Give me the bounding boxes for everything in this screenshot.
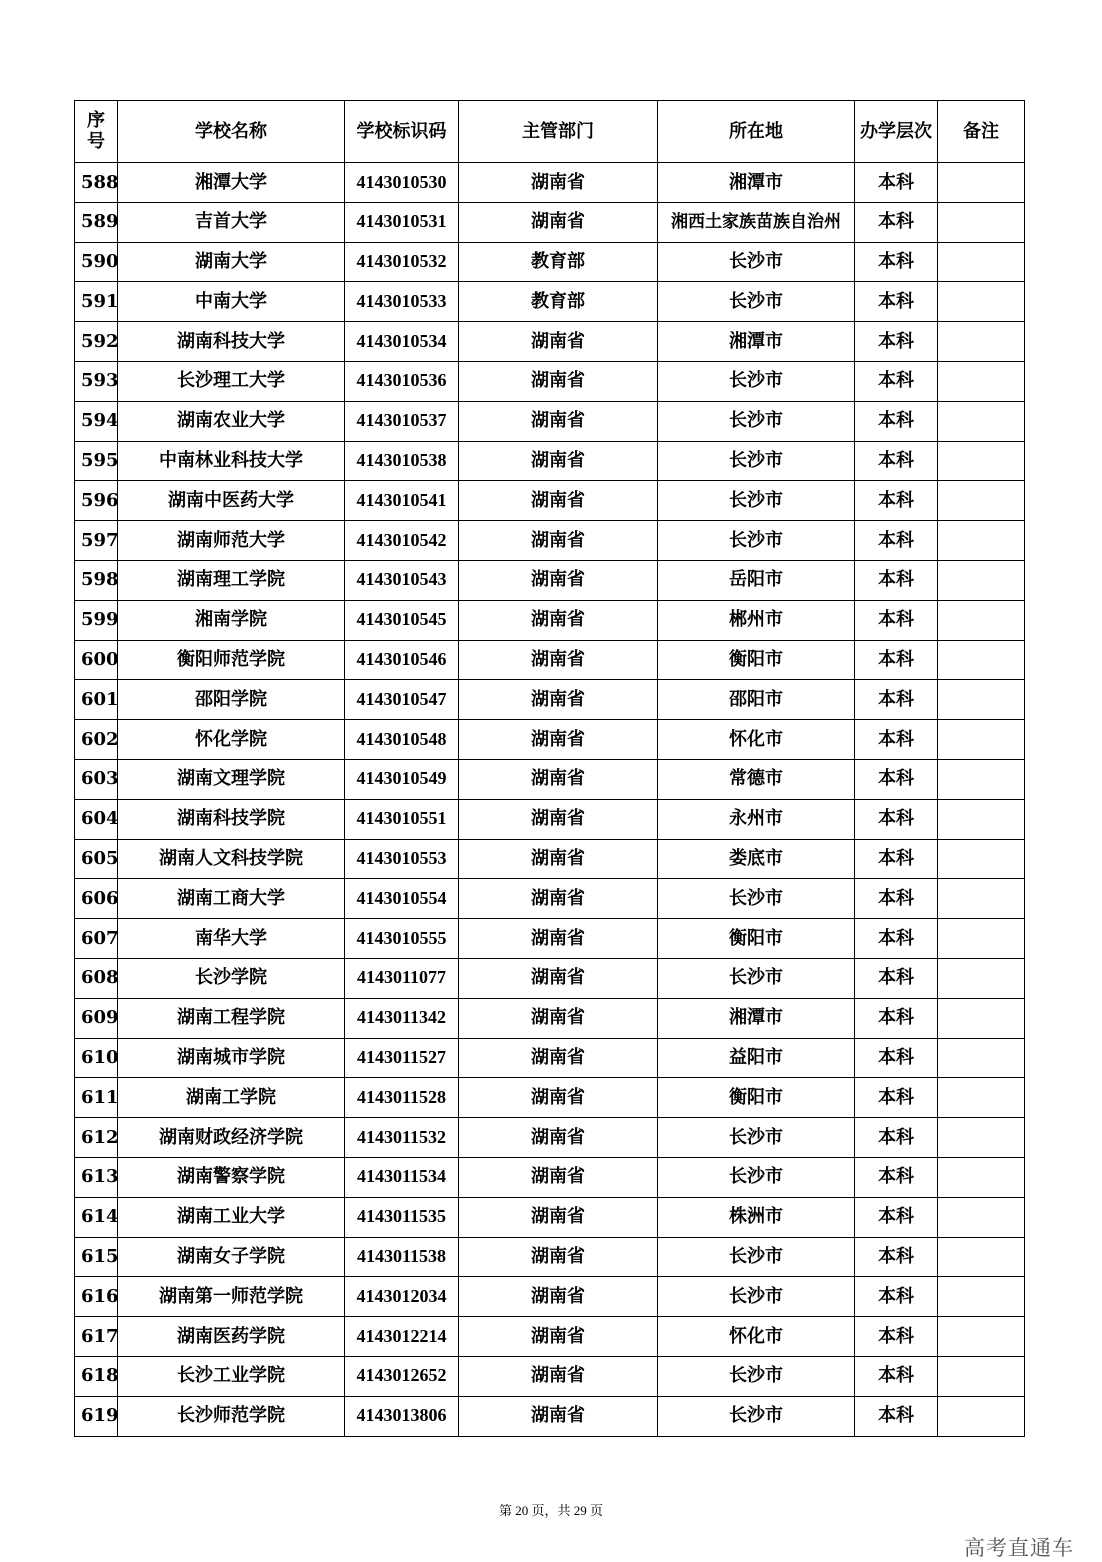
table-row xyxy=(75,1038,1025,1078)
table-row xyxy=(75,1157,1025,1197)
header-dept: 主管部门 xyxy=(459,101,658,163)
cell-level: 本科 xyxy=(855,1157,938,1197)
cell-name: 湖南女子学院 xyxy=(118,1237,345,1277)
cell-name: 湖南工学院 xyxy=(118,1078,345,1118)
cell-location: 长沙市 xyxy=(658,521,855,561)
header-name: 学校名称 xyxy=(118,101,345,163)
cell-location: 长沙市 xyxy=(658,481,855,521)
cell-remark xyxy=(938,242,1025,282)
cell-name: 湖南大学 xyxy=(118,242,345,282)
cell-dept: 湖南省 xyxy=(459,600,658,640)
cell-dept: 湖南省 xyxy=(459,998,658,1038)
header-code: 学校标识码 xyxy=(345,101,459,163)
table-row xyxy=(75,759,1025,799)
cell-no: 589 xyxy=(75,202,118,242)
cell-location: 长沙市 xyxy=(658,401,855,441)
cell-level: 本科 xyxy=(855,1078,938,1118)
cell-location: 永州市 xyxy=(658,799,855,839)
table-row xyxy=(75,1237,1025,1277)
cell-dept: 湖南省 xyxy=(459,799,658,839)
cell-code: 4143010542 xyxy=(345,521,459,561)
cell-remark xyxy=(938,202,1025,242)
cell-code: 4143010534 xyxy=(345,322,459,362)
cell-no: 588 xyxy=(75,163,118,203)
cell-name: 湘潭大学 xyxy=(118,163,345,203)
cell-name: 湖南文理学院 xyxy=(118,759,345,799)
cell-no: 613 xyxy=(75,1157,118,1197)
cell-location: 长沙市 xyxy=(658,1157,855,1197)
cell-location: 长沙市 xyxy=(658,441,855,481)
cell-remark xyxy=(938,600,1025,640)
cell-level: 本科 xyxy=(855,720,938,760)
cell-code: 4143011535 xyxy=(345,1197,459,1237)
cell-dept: 湖南省 xyxy=(459,759,658,799)
table-row xyxy=(75,600,1025,640)
cell-name: 吉首大学 xyxy=(118,202,345,242)
cell-name: 湖南理工学院 xyxy=(118,560,345,600)
cell-name: 怀化学院 xyxy=(118,720,345,760)
cell-location: 怀化市 xyxy=(658,1317,855,1357)
cell-code: 4143011538 xyxy=(345,1237,459,1277)
table-row xyxy=(75,879,1025,919)
cell-location: 长沙市 xyxy=(658,1356,855,1396)
cell-location: 长沙市 xyxy=(658,958,855,998)
cell-code: 4143011528 xyxy=(345,1078,459,1118)
cell-no: 606 xyxy=(75,879,118,919)
cell-no: 615 xyxy=(75,1237,118,1277)
cell-name: 湖南农业大学 xyxy=(118,401,345,441)
cell-dept: 湖南省 xyxy=(459,879,658,919)
cell-location: 长沙市 xyxy=(658,242,855,282)
cell-no: 592 xyxy=(75,322,118,362)
cell-location: 衡阳市 xyxy=(658,1078,855,1118)
cell-code: 4143012652 xyxy=(345,1356,459,1396)
cell-no: 614 xyxy=(75,1197,118,1237)
table-row xyxy=(75,481,1025,521)
cell-name: 湖南医药学院 xyxy=(118,1317,345,1357)
cell-dept: 教育部 xyxy=(459,282,658,322)
cell-location: 湘潭市 xyxy=(658,998,855,1038)
table-row xyxy=(75,1078,1025,1118)
cell-no: 603 xyxy=(75,759,118,799)
cell-dept: 湖南省 xyxy=(459,1197,658,1237)
cell-remark xyxy=(938,640,1025,680)
cell-level: 本科 xyxy=(855,680,938,720)
cell-location: 衡阳市 xyxy=(658,640,855,680)
cell-name: 长沙学院 xyxy=(118,958,345,998)
cell-location: 益阳市 xyxy=(658,1038,855,1078)
table-row xyxy=(75,958,1025,998)
cell-name: 衡阳师范学院 xyxy=(118,640,345,680)
cell-no: 593 xyxy=(75,361,118,401)
cell-no: 611 xyxy=(75,1078,118,1118)
cell-code: 4143013806 xyxy=(345,1396,459,1436)
cell-dept: 湖南省 xyxy=(459,322,658,362)
cell-location: 长沙市 xyxy=(658,1237,855,1277)
cell-name: 湘南学院 xyxy=(118,600,345,640)
cell-location: 湘潭市 xyxy=(658,322,855,362)
cell-level: 本科 xyxy=(855,361,938,401)
cell-level: 本科 xyxy=(855,560,938,600)
table-header xyxy=(75,101,1025,163)
cell-level: 本科 xyxy=(855,1396,938,1436)
cell-location: 常德市 xyxy=(658,759,855,799)
cell-code: 4143010532 xyxy=(345,242,459,282)
cell-dept: 湖南省 xyxy=(459,202,658,242)
table-row xyxy=(75,242,1025,282)
cell-location: 长沙市 xyxy=(658,1277,855,1317)
cell-no: 605 xyxy=(75,839,118,879)
cell-level: 本科 xyxy=(855,799,938,839)
cell-location: 衡阳市 xyxy=(658,919,855,959)
cell-no: 608 xyxy=(75,958,118,998)
cell-location: 娄底市 xyxy=(658,839,855,879)
cell-location: 长沙市 xyxy=(658,1396,855,1436)
cell-remark xyxy=(938,481,1025,521)
cell-level: 本科 xyxy=(855,958,938,998)
cell-remark xyxy=(938,759,1025,799)
cell-dept: 教育部 xyxy=(459,242,658,282)
cell-no: 601 xyxy=(75,680,118,720)
cell-level: 本科 xyxy=(855,879,938,919)
cell-location: 湘潭市 xyxy=(658,163,855,203)
cell-dept: 湖南省 xyxy=(459,1356,658,1396)
cell-dept: 湖南省 xyxy=(459,401,658,441)
cell-no: 619 xyxy=(75,1396,118,1436)
cell-level: 本科 xyxy=(855,322,938,362)
cell-location: 岳阳市 xyxy=(658,560,855,600)
cell-name: 长沙工业学院 xyxy=(118,1356,345,1396)
cell-dept: 湖南省 xyxy=(459,839,658,879)
cell-code: 4143010549 xyxy=(345,759,459,799)
cell-code: 4143010536 xyxy=(345,361,459,401)
cell-remark xyxy=(938,322,1025,362)
cell-no: 594 xyxy=(75,401,118,441)
cell-remark xyxy=(938,163,1025,203)
cell-dept: 湖南省 xyxy=(459,1157,658,1197)
cell-dept: 湖南省 xyxy=(459,1118,658,1158)
cell-name: 湖南科技学院 xyxy=(118,799,345,839)
cell-location: 长沙市 xyxy=(658,282,855,322)
cell-no: 609 xyxy=(75,998,118,1038)
cell-name: 长沙理工大学 xyxy=(118,361,345,401)
cell-no: 616 xyxy=(75,1277,118,1317)
cell-remark xyxy=(938,401,1025,441)
cell-code: 4143011534 xyxy=(345,1157,459,1197)
cell-dept: 湖南省 xyxy=(459,163,658,203)
cell-no: 610 xyxy=(75,1038,118,1078)
cell-name: 长沙师范学院 xyxy=(118,1396,345,1436)
header-level: 办学层次 xyxy=(855,101,938,163)
cell-remark xyxy=(938,839,1025,879)
cell-level: 本科 xyxy=(855,600,938,640)
cell-name: 中南大学 xyxy=(118,282,345,322)
table-row xyxy=(75,282,1025,322)
cell-no: 595 xyxy=(75,441,118,481)
table-row xyxy=(75,401,1025,441)
cell-code: 4143011527 xyxy=(345,1038,459,1078)
table-row xyxy=(75,1396,1025,1436)
cell-remark xyxy=(938,1078,1025,1118)
cell-location: 长沙市 xyxy=(658,1118,855,1158)
cell-no: 596 xyxy=(75,481,118,521)
cell-code: 4143010553 xyxy=(345,839,459,879)
cell-code: 4143010541 xyxy=(345,481,459,521)
header-no: 序 号 xyxy=(75,101,118,163)
cell-name: 邵阳学院 xyxy=(118,680,345,720)
cell-code: 4143010543 xyxy=(345,560,459,600)
cell-remark xyxy=(938,958,1025,998)
cell-dept: 湖南省 xyxy=(459,1237,658,1277)
cell-level: 本科 xyxy=(855,1317,938,1357)
cell-dept: 湖南省 xyxy=(459,720,658,760)
cell-code: 4143010555 xyxy=(345,919,459,959)
cell-dept: 湖南省 xyxy=(459,560,658,600)
table-row xyxy=(75,919,1025,959)
cell-remark xyxy=(938,879,1025,919)
table-row xyxy=(75,1118,1025,1158)
cell-remark xyxy=(938,998,1025,1038)
cell-code: 4143010554 xyxy=(345,879,459,919)
cell-level: 本科 xyxy=(855,163,938,203)
table-row xyxy=(75,1197,1025,1237)
header-row xyxy=(75,101,1025,163)
cell-code: 4143011342 xyxy=(345,998,459,1038)
cell-remark xyxy=(938,560,1025,600)
cell-remark xyxy=(938,919,1025,959)
cell-location: 株洲市 xyxy=(658,1197,855,1237)
cell-code: 4143010548 xyxy=(345,720,459,760)
cell-level: 本科 xyxy=(855,759,938,799)
cell-dept: 湖南省 xyxy=(459,481,658,521)
cell-name: 湖南工商大学 xyxy=(118,879,345,919)
school-list-table xyxy=(74,100,1025,1437)
cell-level: 本科 xyxy=(855,441,938,481)
cell-remark xyxy=(938,799,1025,839)
cell-remark xyxy=(938,282,1025,322)
cell-dept: 湖南省 xyxy=(459,1038,658,1078)
table-row xyxy=(75,441,1025,481)
cell-name: 湖南警察学院 xyxy=(118,1157,345,1197)
cell-name: 湖南财政经济学院 xyxy=(118,1118,345,1158)
cell-code: 4143012214 xyxy=(345,1317,459,1357)
cell-level: 本科 xyxy=(855,1038,938,1078)
table-row xyxy=(75,361,1025,401)
cell-code: 4143011077 xyxy=(345,958,459,998)
cell-remark xyxy=(938,1157,1025,1197)
header-location: 所在地 xyxy=(658,101,855,163)
cell-remark xyxy=(938,1237,1025,1277)
cell-name: 南华大学 xyxy=(118,919,345,959)
table-row xyxy=(75,720,1025,760)
cell-level: 本科 xyxy=(855,839,938,879)
cell-level: 本科 xyxy=(855,1237,938,1277)
cell-dept: 湖南省 xyxy=(459,361,658,401)
cell-location: 怀化市 xyxy=(658,720,855,760)
table-row xyxy=(75,163,1025,203)
cell-name: 湖南工业大学 xyxy=(118,1197,345,1237)
cell-code: 4143011532 xyxy=(345,1118,459,1158)
cell-remark xyxy=(938,361,1025,401)
cell-no: 600 xyxy=(75,640,118,680)
cell-level: 本科 xyxy=(855,282,938,322)
cell-remark xyxy=(938,1277,1025,1317)
cell-no: 597 xyxy=(75,521,118,561)
cell-code: 4143012034 xyxy=(345,1277,459,1317)
watermark: 高考直通车 xyxy=(964,1536,1074,1560)
table-row xyxy=(75,1317,1025,1357)
cell-level: 本科 xyxy=(855,202,938,242)
cell-level: 本科 xyxy=(855,242,938,282)
cell-code: 4143010538 xyxy=(345,441,459,481)
cell-name: 湖南中医药大学 xyxy=(118,481,345,521)
table-row xyxy=(75,521,1025,561)
cell-level: 本科 xyxy=(855,401,938,441)
cell-name: 湖南工程学院 xyxy=(118,998,345,1038)
cell-dept: 湖南省 xyxy=(459,1317,658,1357)
cell-no: 598 xyxy=(75,560,118,600)
cell-name: 湖南人文科技学院 xyxy=(118,839,345,879)
cell-dept: 湖南省 xyxy=(459,1277,658,1317)
cell-no: 602 xyxy=(75,720,118,760)
table-row xyxy=(75,1356,1025,1396)
cell-no: 612 xyxy=(75,1118,118,1158)
cell-remark xyxy=(938,1356,1025,1396)
cell-remark xyxy=(938,1197,1025,1237)
cell-remark xyxy=(938,521,1025,561)
header-remark: 备注 xyxy=(938,101,1025,163)
cell-no: 618 xyxy=(75,1356,118,1396)
cell-name: 湖南师范大学 xyxy=(118,521,345,561)
page-footer: 第 20 页，共 29 页 xyxy=(498,1503,603,1518)
cell-remark xyxy=(938,441,1025,481)
table-body xyxy=(75,163,1025,1437)
cell-no: 607 xyxy=(75,919,118,959)
cell-level: 本科 xyxy=(855,521,938,561)
cell-remark xyxy=(938,1118,1025,1158)
table-row xyxy=(75,560,1025,600)
cell-name: 中南林业科技大学 xyxy=(118,441,345,481)
cell-code: 4143010551 xyxy=(345,799,459,839)
cell-no: 617 xyxy=(75,1317,118,1357)
cell-level: 本科 xyxy=(855,1197,938,1237)
cell-remark xyxy=(938,1317,1025,1357)
cell-code: 4143010531 xyxy=(345,202,459,242)
cell-location: 湘西土家族苗族自治州 xyxy=(658,202,855,242)
cell-level: 本科 xyxy=(855,640,938,680)
cell-remark xyxy=(938,1396,1025,1436)
cell-location: 长沙市 xyxy=(658,361,855,401)
cell-dept: 湖南省 xyxy=(459,1078,658,1118)
cell-dept: 湖南省 xyxy=(459,521,658,561)
cell-location: 邵阳市 xyxy=(658,680,855,720)
cell-dept: 湖南省 xyxy=(459,1396,658,1436)
table-row xyxy=(75,1277,1025,1317)
cell-location: 郴州市 xyxy=(658,600,855,640)
cell-level: 本科 xyxy=(855,1118,938,1158)
cell-location: 长沙市 xyxy=(658,879,855,919)
cell-dept: 湖南省 xyxy=(459,680,658,720)
cell-no: 591 xyxy=(75,282,118,322)
cell-name: 湖南科技大学 xyxy=(118,322,345,362)
cell-code: 4143010547 xyxy=(345,680,459,720)
cell-code: 4143010530 xyxy=(345,163,459,203)
cell-code: 4143010533 xyxy=(345,282,459,322)
cell-code: 4143010537 xyxy=(345,401,459,441)
cell-remark xyxy=(938,720,1025,760)
table-row xyxy=(75,839,1025,879)
table-row xyxy=(75,998,1025,1038)
cell-code: 4143010545 xyxy=(345,600,459,640)
cell-dept: 湖南省 xyxy=(459,640,658,680)
cell-level: 本科 xyxy=(855,1356,938,1396)
cell-dept: 湖南省 xyxy=(459,441,658,481)
cell-no: 590 xyxy=(75,242,118,282)
table-row xyxy=(75,680,1025,720)
table-row xyxy=(75,202,1025,242)
cell-dept: 湖南省 xyxy=(459,919,658,959)
cell-name: 湖南城市学院 xyxy=(118,1038,345,1078)
cell-no: 599 xyxy=(75,600,118,640)
cell-name: 湖南第一师范学院 xyxy=(118,1277,345,1317)
table-row xyxy=(75,640,1025,680)
cell-remark xyxy=(938,1038,1025,1078)
cell-level: 本科 xyxy=(855,1277,938,1317)
table-row xyxy=(75,799,1025,839)
cell-code: 4143010546 xyxy=(345,640,459,680)
cell-remark xyxy=(938,680,1025,720)
cell-level: 本科 xyxy=(855,919,938,959)
table-row xyxy=(75,322,1025,362)
cell-level: 本科 xyxy=(855,481,938,521)
cell-level: 本科 xyxy=(855,998,938,1038)
cell-dept: 湖南省 xyxy=(459,958,658,998)
cell-no: 604 xyxy=(75,799,118,839)
